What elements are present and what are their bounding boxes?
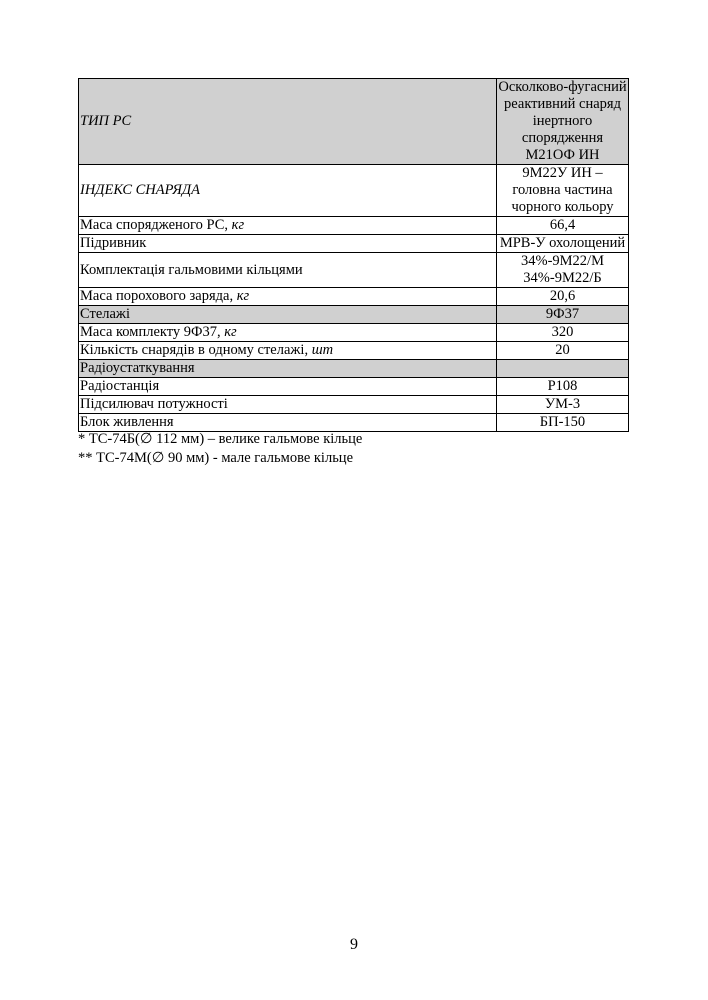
table-row	[79, 414, 629, 432]
table-section-row	[79, 306, 629, 324]
row-unit: кг	[231, 217, 245, 233]
row-value: 66,4	[497, 217, 629, 235]
row-value: 9Ф37	[497, 306, 629, 324]
index-value: 9М22У ИН – головна частина чорного кольору	[497, 165, 629, 217]
row-value	[497, 253, 629, 288]
specs-table	[78, 78, 629, 432]
row-value: 20,6	[497, 288, 629, 306]
row-value: БП-150	[497, 414, 629, 432]
table-header-row	[79, 79, 629, 165]
table-row	[79, 378, 629, 396]
row-label: Радіоустаткування	[79, 360, 497, 378]
row-unit: кг	[224, 324, 237, 340]
row-value: Р108	[497, 378, 629, 396]
row-label: Кількість снарядів в одному стелажі,	[80, 342, 312, 358]
row-unit: шт	[311, 342, 334, 358]
table-row	[79, 324, 629, 342]
row-value-line: 34%-9М22/Б	[523, 270, 602, 286]
row-label: Блок живлення	[79, 414, 497, 432]
table-row	[79, 253, 629, 288]
row-label: Маса спорядженого РС,	[80, 217, 232, 233]
table-row	[79, 396, 629, 414]
footnote: * ТС-74Б(∅ 112 мм) – велике гальмове кільце	[78, 431, 363, 447]
row-value: 320	[497, 324, 629, 342]
type-value: Осколково-фугасний реактивний снаряд інертного спорядження М21ОФ ИН	[498, 79, 627, 163]
row-value	[497, 360, 629, 378]
row-label: Маса порохового заряда,	[80, 288, 237, 304]
row-label: Комплектація гальмовими кільцями	[79, 253, 497, 288]
table-section-row	[79, 360, 629, 378]
row-value: УМ-3	[497, 396, 629, 414]
index-row	[79, 165, 629, 217]
page-number: 9	[350, 936, 358, 953]
row-value: 20	[497, 342, 629, 360]
row-label: Підсилювач потужності	[79, 396, 497, 414]
row-value-line: 34%-9М22/М	[521, 253, 604, 269]
row-label: Стелажі	[79, 306, 497, 324]
table-row	[79, 342, 629, 360]
footnotes	[78, 430, 362, 468]
footnote: ** ТС-74М(∅ 90 мм) - мале гальмове кільце	[78, 450, 354, 466]
row-label: Маса комплекту 9Ф37,	[80, 324, 225, 340]
row-unit: кг	[236, 288, 250, 304]
row-label: Підривник	[79, 235, 497, 253]
type-label: ТИП РС	[79, 79, 497, 165]
row-value: МРВ-У охолощений	[497, 235, 629, 253]
table-row	[79, 288, 629, 306]
row-label: Радіостанція	[79, 378, 497, 396]
table-row	[79, 235, 629, 253]
table-row	[79, 217, 629, 235]
index-label: ІНДЕКС СНАРЯДА	[79, 165, 497, 217]
